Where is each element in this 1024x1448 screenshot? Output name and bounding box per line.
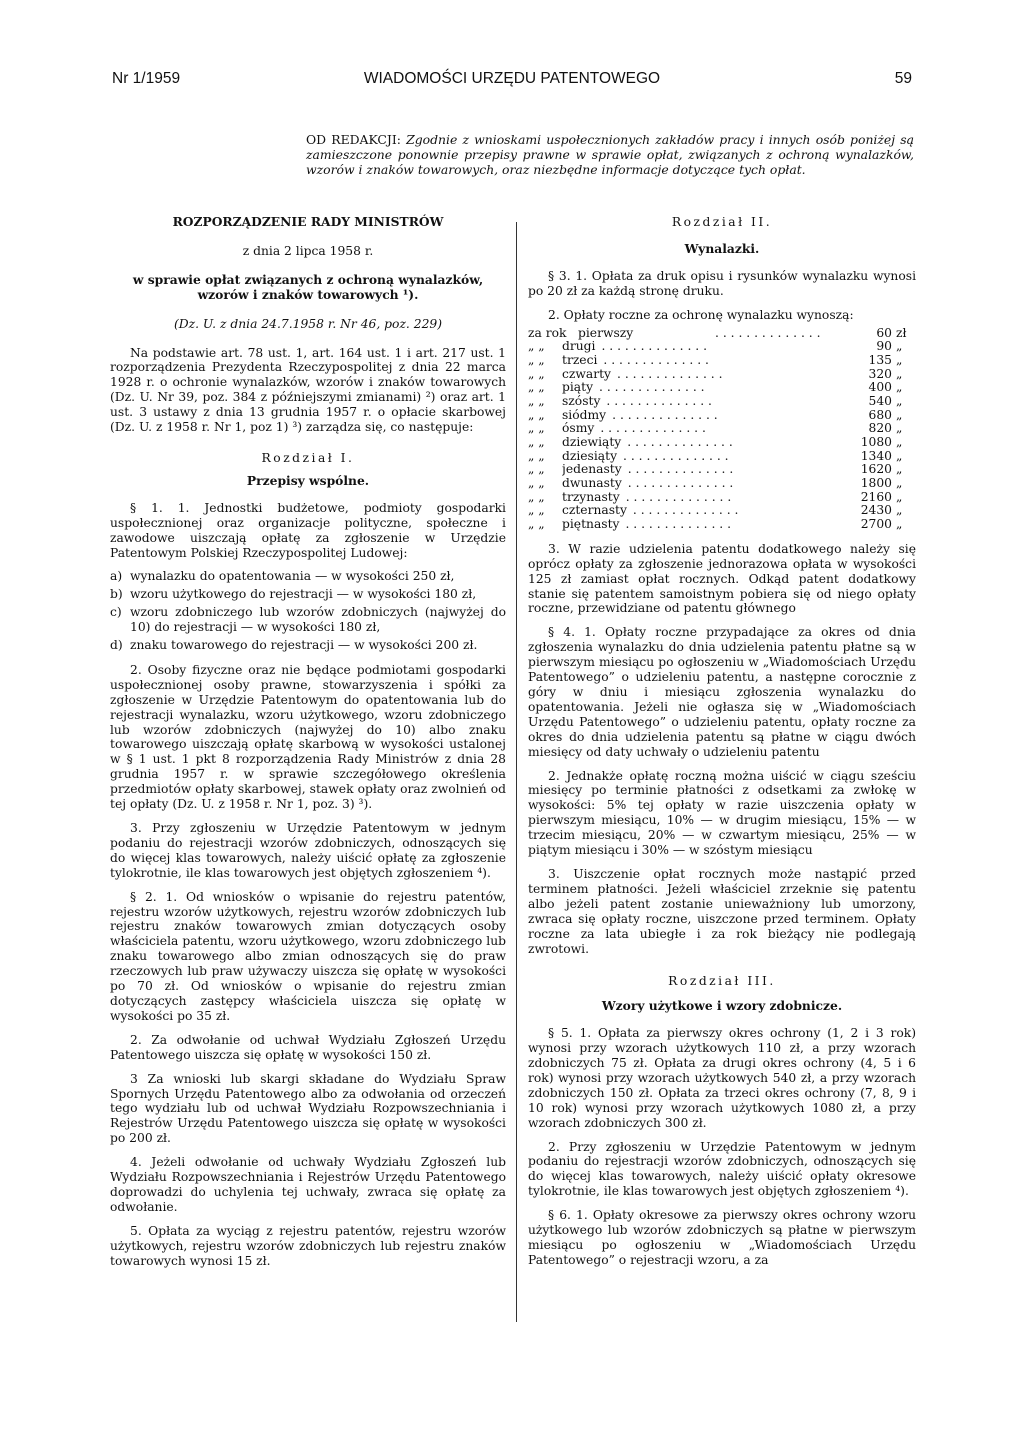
table-row: „ „ dziewiąty . . . . . . . . . . . . . . 1080 „ <box>528 435 903 450</box>
table-row: „ „ piętnasty . . . . . . . . . . . . . . 2700 „ <box>528 517 903 532</box>
list-item: b) wzoru użytkowego do rejestracji — w wysokości 180 zł, <box>110 587 477 602</box>
annual-fee-table <box>528 327 916 532</box>
regulation-subject: w sprawie opłat związanych z ochroną wynalazków, wzorów i znaków towarowych ¹). <box>132 271 484 302</box>
section-2-par-3: 3 Za wnioski lub skargi składane do Wydziału Spraw Spornych Urzędu Patentowego albo za odwołania od orzeczeń tego wydziału lub od uchwał Wydziału Rozpowszechniania i Rejestrów Urzędu Patentowego uiszcza się opłatę w wysokości po 200 zł. <box>110 1071 506 1146</box>
section-2-par-5: 5. Opłata za wyciąg z rejestru patentów, rejestru wzorów użytkowych, rejestru wzorów zdobniczych lub rejestru znaków towarowych wynosi 15 zł. <box>110 1223 506 1268</box>
regulation-title: ROZPORZĄDZENIE RADY MINISTRÓW <box>172 214 444 229</box>
section-3-par-1: § 3. 1. Opłata za druk opisu i rysunków wynalazku wynosi po 20 zł za każdą stronę druku. <box>528 268 916 298</box>
table-row: „ „ czternasty . . . . . . . . . . . . . . 2430 „ <box>528 503 903 518</box>
section-3-par-3: 3. W razie udzielenia patentu dodatkowego należy się oprócz opłaty za zgłoszenie jednorazowa opłata w wysokości 125 zł zamiast opłat rocznych. Odkąd patent dodatkowy stanie się patentem samoistnym pobiera się od niego opłaty roczne, przewidziane od patentu głównego <box>528 541 916 616</box>
table-row: „ „ siódmy . . . . . . . . . . . . . . 680 „ <box>528 407 903 422</box>
section-3-par-2: 2. Opłaty roczne za ochronę wynalazku wynoszą: <box>548 307 854 322</box>
table-row: „ „ trzeci . . . . . . . . . . . . . . 135 „ <box>528 352 903 367</box>
preamble: Na podstawie art. 78 ust. 1, art. 164 ust. 1 i art. 217 ust. 1 rozporządzenia Prezydenta Rzeczypospolitej z dnia 22 marca 1928 r. o ochronie wynalazków, wzorów i znaków towarowych (Dz. U. Nr 39, poz. 384 z późniejszymi zmianami) ²) oraz art. 1 ust. 3 ustawy z dnia 13 grudnia 1957 r. o opłacie skarbowej (Dz. U. z 1958 r. Nr 1, poz 1) ³) zarządza się, co następuje: <box>110 345 506 435</box>
editor-note <box>306 132 914 178</box>
table-row: „ „ trzynasty . . . . . . . . . . . . . . 2160 „ <box>528 489 903 504</box>
section-2-par-4: 4. Jeżeli odwołanie od uchwały Wydziału Zgłoszeń lub Wydziału Rozpowszechniania i Rejestrów Urzędu Patentowego doprowadzi do uchylenia tej uchwały, zwraca się opłatę za odwołanie. <box>110 1155 506 1214</box>
section-1-par-3: 3. Przy zgłoszeniu w Urzędzie Patentowym w jednym podaniu do rejestracji wzorów zdobniczych, odnoszących się do więcej klas towarowych, należy uiścić opłatę za zgłoszenie tylokrotnie, ile klas towarowych jest objętych zgłoszeniem ⁴). <box>110 821 506 880</box>
section-5-par-2: 2. Przy zgłoszeniu w Urzędzie Patentowym w jednym podaniu do rejestracji wzorów zdobniczych, odnoszących się do więcej klas towarowych, należy uiścić opłaty okresowe tylokrotnie, ile klas towarowych jest objętych zgłoszeniem ⁴). <box>528 1139 916 1199</box>
section-4-par-1: § 4. 1. Opłaty roczne przypadające za okres od dnia zgłoszenia wynalazku do dnia udzielenia patentu płatne są w pierwszym miesiącu po ogłoszeniu w „Wiadomościach Urzędu Patentowego” o udzieleniu patentu, a następne corocznie z góry w dniu i miesiącu zgłoszenia wynalazku do opatentowania. Jeżeli nie ogłasza się w „Wiadomościach Urzędu Patentowego” o udzieleniu patentu, opłaty roczne za okres do dnia udzielenia patentu są płatne w ciągu dwóch miesięcy od daty uchwały o udzieleniu patentu <box>528 625 916 759</box>
issue-number: Nr 1/1959 <box>112 70 181 87</box>
dot-leader: . . . . . . . . . . . . . . <box>715 326 821 340</box>
chapter-1-title: Przepisy wspólne. <box>246 472 370 488</box>
section-4-par-3: 3. Uiszczenie opłat rocznych może nastąpić przed terminem płatności. Jeżeli właściciel zrzeknie się patentu albo jeżeli patent zostanie unieważniony lub umorzony, zwraca się opłaty roczne, uiszczone przed terminem. Opłaty roczne za lata ubiegłe i za rok bieżący nie podlegają zwrotowi. <box>528 866 916 956</box>
page-number: 59 <box>894 70 912 87</box>
regulation-source: (Dz. U. z dnia 24.7.1958 r. Nr 46, poz. 229) <box>173 316 443 331</box>
section-2-par-1: § 2. 1. Od wniosków o wpisanie do rejestru patentów, rejestru wzorów użytkowych, rejestru wzorów zdobniczych lub rejestru znaków towarowych zmian dotyczących osoby właściciela patentu, wzoru użytkowego, wzoru zdobniczego lub znaku towarowego albo zmian odnoszących się do praw rzeczowych lub praw używaczy uiszcza się opłatę w wysokości po 70 zł. Od wniosków o wpisanie do rejestru zmian dotyczących zastępcy właściciela uiszcza się opłatę w wysokości po 35 zł. <box>110 889 506 1023</box>
table-row: „ „ dwunasty . . . . . . . . . . . . . . 1800 „ <box>528 476 903 491</box>
table-row: „ „ szósty . . . . . . . . . . . . . . 540 „ <box>528 393 903 408</box>
table-row: „ „ piąty . . . . . . . . . . . . . . 400 „ <box>528 380 903 395</box>
list-item: c) wzoru zdobniczego lub wzorów zdobniczych (najwyżej do 10) do rejestracji — w wysokości 180 zł, <box>110 605 506 635</box>
page-header <box>112 70 912 94</box>
fee-list <box>110 569 506 653</box>
chapter-3-title: Wzory użytkowe i wzory zdobnicze. <box>601 998 843 1014</box>
list-item: d) znaku towarowego do rejestracji — w wysokości 200 zł. <box>110 638 478 653</box>
section-1-par-2: 2. Osoby fizyczne oraz nie będące podmiotami gospodarki uspołecznionej osoby prawne, stowarzyszenia i spółki za zgłoszenie w Urzędzie Patentowym do opatentowania lub do rejestracji wynalazku, wzoru użytkowego, wzoru zdobniczego lub wzorów zdobniczych (najwyżej do 10) albo znaku towarowego uiszczają opłatę skarbową w wysokości ustalonej w § 1 ust. 1 pkt 8 rozporządzenia Rady Ministrów z dnia 28 grudnia 1957 r. w sprawie szczegółowego określenia przedmiotów opłaty skarbowej, stawek opłaty oraz zwolnień od tej opłaty (Dz. U. z 1958 r. Nr 1, poz. 3) ³). <box>110 662 506 812</box>
column-divider <box>516 222 517 1322</box>
table-row: „ „ czwarty . . . . . . . . . . . . . . 320 „ <box>528 366 903 381</box>
section-4-par-2: 2. Jednakże opłatę roczną można uiścić w ciągu sześciu miesięcy po terminie płatności z odsetkami za zwłokę w wysokości: 5% tej opłaty w razie uiszczenia opłaty w pierwszym miesiącu, 10% — w drugim miesiącu, 15% — w trzecim miesiącu, 20% — w czwartym miesiącu, 25% — w piątym miesiącu i 30% — w szóstym miesiącu <box>528 768 916 858</box>
regulation-date: z dnia 2 lipca 1958 r. <box>242 243 374 258</box>
chapter-2-heading: Rozdział II. <box>671 215 773 229</box>
table-row: za rok pierwszy . . . . . . . . . . . . . . 60 zł <box>528 325 907 340</box>
right-column <box>528 215 916 1277</box>
chapter-1-heading: Rozdział I. <box>261 450 355 465</box>
section-2-par-2: 2. Za odwołanie od uchwał Wydziału Zgłoszeń Urzędu Patentowego uiszcza się opłatę w wysokości 150 zł. <box>110 1032 506 1062</box>
chapter-2-title: Wynalazki. <box>684 240 760 256</box>
table-row: „ „ jedenasty . . . . . . . . . . . . . . 1620 „ <box>528 462 903 477</box>
chapter-3-heading: Rozdział III. <box>668 974 776 989</box>
section-6-par-1: § 6. 1. Opłaty okresowe za pierwszy okres ochrony wzoru użytkowego lub wzorów zdobniczych są płatne w pierwszym miesiącu po ogłoszeniu w „Wiadomościach Urzędu Patentowego” o rejestracji wzoru, a za <box>528 1208 916 1267</box>
table-row: „ „ dziesiąty . . . . . . . . . . . . . . 1340 „ <box>528 448 903 463</box>
left-column <box>110 215 506 1277</box>
table-row: „ „ ósmy . . . . . . . . . . . . . . 820 „ <box>528 421 903 436</box>
journal-title: WIADOMOŚCI URZĘDU PATENTOWEGO <box>363 70 661 87</box>
section-1-par-1: § 1. 1. Jednostki budżetowe, podmioty gospodarki uspołecznionej oraz organizacje polityczne, społeczne i zawodowe uiszczają opłatę za zgłoszenie w Urzędzie Patentowym Polskiej Rzeczypospolitej Ludowej: <box>110 500 506 560</box>
editor-note-text: Zgodnie z wnioskami uspołecznionych zakładów pracy i innych osób poniżej są zamieszczone ponownie przepisy prawne w sprawie opłat, związanych z ochroną wynalazków, wzorów i znaków towarowych, oraz niezbędne informacje dotyczące tych opłat. <box>306 132 914 178</box>
table-row: „ „ drugi . . . . . . . . . . . . . . 90 „ <box>528 339 903 354</box>
editor-note-prefix: OD REDAKCJI: <box>306 132 401 147</box>
section-5-par-1: § 5. 1. Opłata za pierwszy okres ochrony (1, 2 i 3 rok) wynosi przy wzorach użytkowych 110 zł, a przy wzorach zdobniczych 75 zł. Opłata za drugi okres ochrony (4, 5 i 6 rok) wynosi przy wzorach użytkowych 540 zł, a przy wzorach zdobniczych 150 zł. Opłata za trzeci okres ochrony (7, 8, 9 i 10 rok) wynosi przy wzorach użytkowych 1080 zł, a przy wzorach zdobniczych 300 zł. <box>528 1026 916 1130</box>
list-item: a) wynalazku do opatentowania — w wysokości 250 zł, <box>110 569 455 584</box>
